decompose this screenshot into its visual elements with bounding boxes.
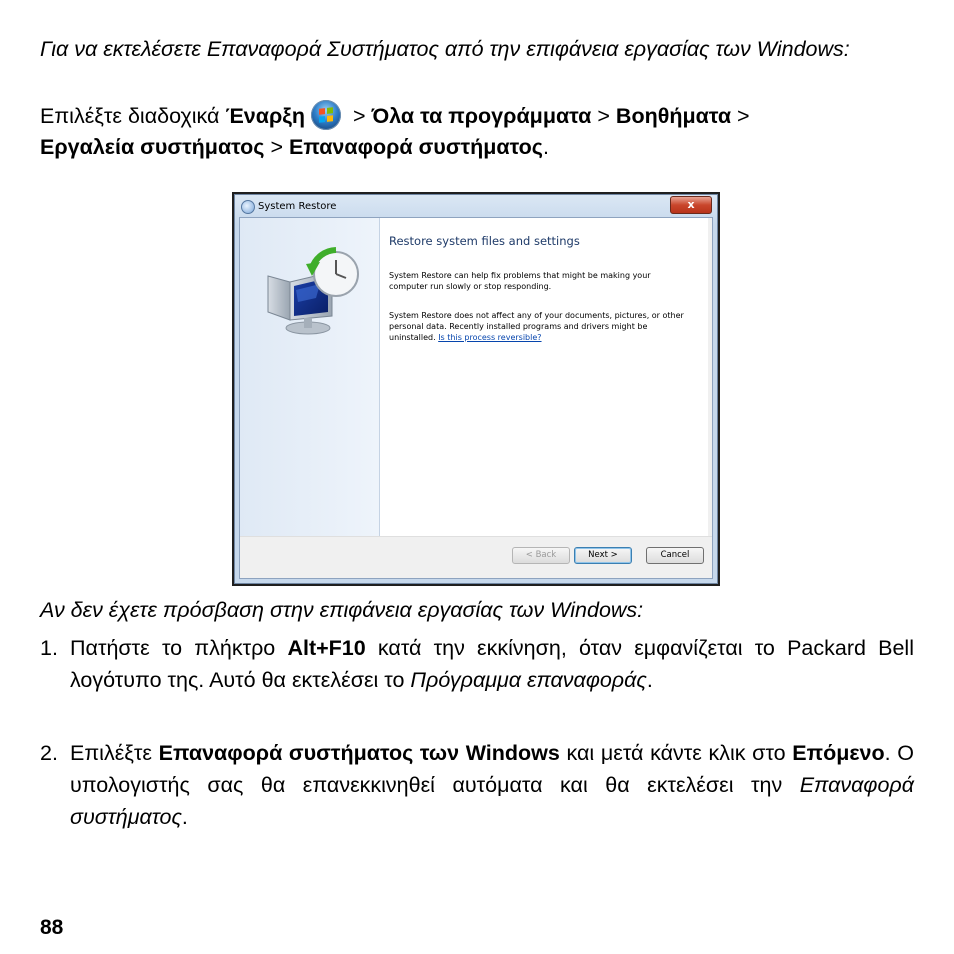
scrollbar[interactable]: [708, 218, 712, 537]
step-number: 2.: [40, 741, 58, 765]
instruction-text: Επιλέξτε διαδοχικά Έναρξη > Όλα τα προγράμματα > Βοηθήματα > Εργαλεία συστήματος > Επαναφορά συστήματος.: [40, 100, 914, 163]
all-programs-label: Όλα τα προγράμματα: [371, 104, 592, 128]
next-button[interactable]: Next >: [574, 547, 632, 564]
dialog-left-pane: [240, 218, 380, 537]
dialog-heading: Restore system files and settings: [389, 234, 580, 248]
page-number: 88: [40, 916, 64, 939]
system-restore-label: Επαναφορά συστήματος: [289, 135, 543, 159]
dialog-right-pane: [380, 218, 712, 537]
dialog-titlebar[interactable]: [235, 195, 717, 217]
intro-text: Για να εκτελέσετε Επαναφορά Συστήματος από την επιφάνεια εργασίας των Windows:: [40, 37, 850, 61]
step-text: Πατήστε το πλήκτρο Alt+F10 κατά την εκκίνηση, όταν εμφανίζεται το Packard Bell λογότυπο της. Αυτό θα εκτελέσει το Πρόγραμμα επαναφοράς.: [70, 636, 914, 692]
dialog-paragraph-2: System Restore does not affect any of your documents, pictures, or other personal data. Recently installed programs and drivers might be uninstalled. Is this process reversible?: [389, 311, 684, 342]
back-button[interactable]: < Back: [512, 547, 570, 564]
reversible-link[interactable]: Is this process reversible?: [438, 333, 542, 342]
system-restore-dialog: [232, 192, 720, 586]
dialog-button-bar: [240, 536, 712, 578]
step-text: Επιλέξτε Επαναφορά συστήματος των Windows και μετά κάντε κλικ στο Επόμενο. Ο υπολογιστής σας θα επανεκκινηθεί αυτόματα και θα εκτελέσει την Επαναφορά συστήματος.: [70, 741, 915, 829]
close-button[interactable]: x: [670, 196, 712, 214]
no-access-text: Αν δεν έχετε πρόσβαση στην επιφάνεια εργασίας των Windows:: [40, 598, 644, 622]
dialog-title: System Restore: [258, 201, 337, 212]
list-item: [40, 737, 914, 833]
cancel-button[interactable]: Cancel: [646, 547, 704, 564]
system-restore-icon: [250, 238, 370, 348]
step-number: 1.: [40, 636, 58, 660]
dialog-client: [239, 217, 713, 579]
dialog-frame: [234, 194, 718, 584]
start-label: Έναρξη: [225, 104, 305, 128]
windows-start-icon: [311, 100, 341, 130]
dialog-paragraph-1: System Restore can help fix problems that might be making your computer run slowly or stop responding.: [389, 271, 651, 291]
list-item: [40, 632, 914, 696]
system-tools-label: Εργαλεία συστήματος: [40, 135, 265, 159]
system-restore-title-icon: [241, 200, 255, 214]
accessories-label: Βοηθήματα: [615, 104, 732, 128]
